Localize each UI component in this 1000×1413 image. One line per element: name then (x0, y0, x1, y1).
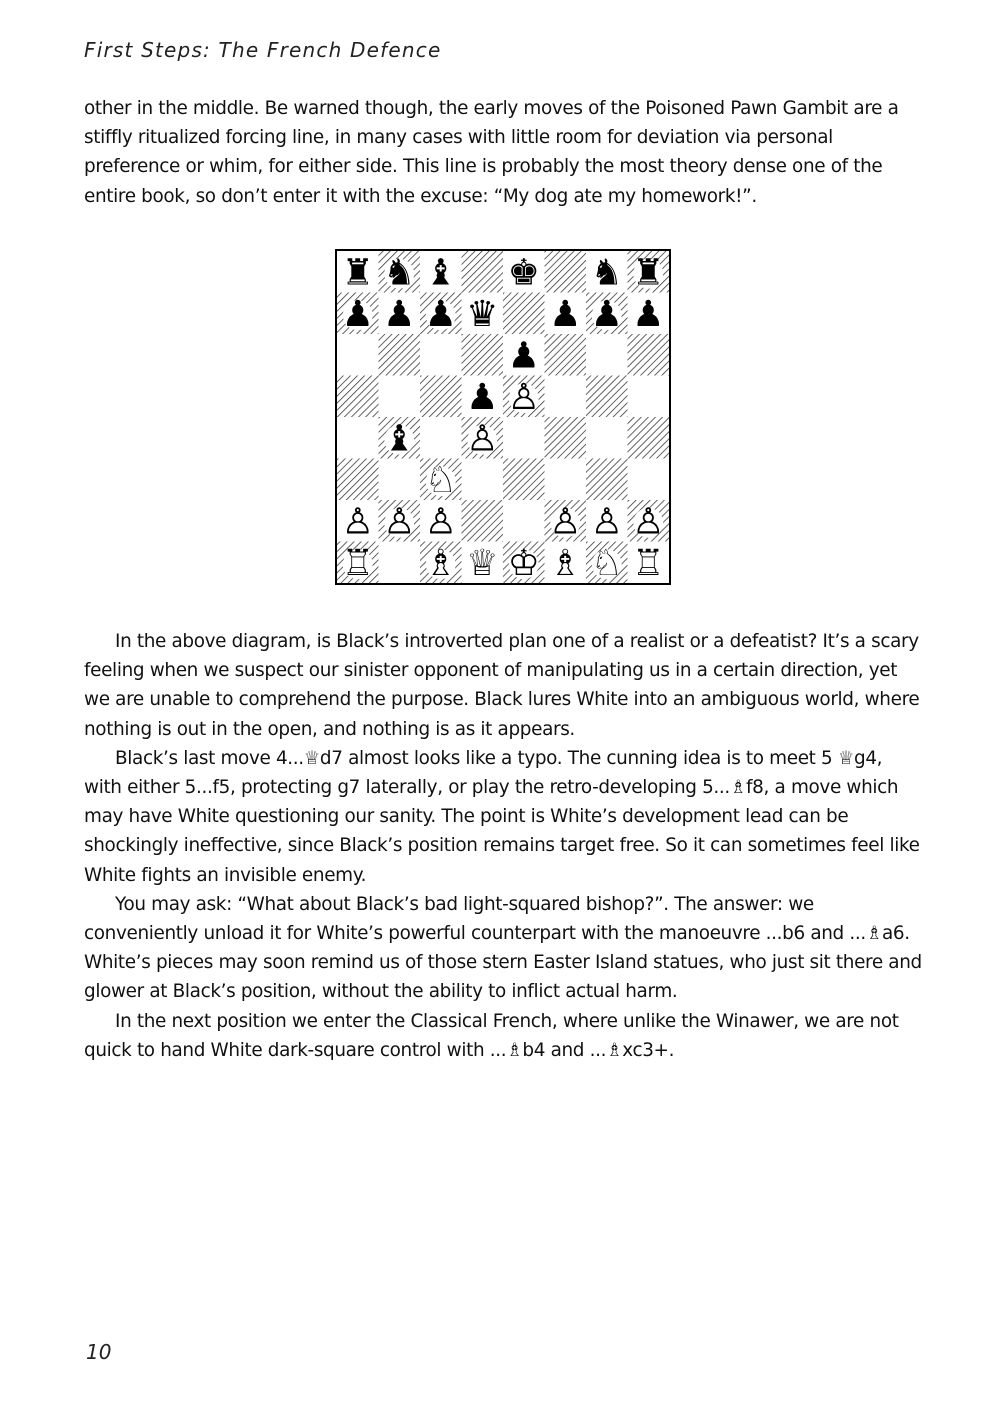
piece-bp-g7: ♟ (590, 293, 623, 335)
running-title: First Steps: The French Defence (84, 38, 442, 62)
paragraph: In the next position we enter the Classical French, where unlike the Winawer, we are not quick to hand White dark-square control with ...♗b4 and ...♗xc3+. (84, 1010, 899, 1061)
piece-bk-e8: ♚ (507, 252, 540, 294)
piece-wp-a2: ♙ (341, 501, 374, 543)
paragraph: other in the middle. Be warned though, the early moves of the Poisoned Pawn Gambit are a stiffly ritualized forcing line, in many cases with little room for deviation via personal preference or whim, for either side. This line is probably the most theory dense one of the entire book, so don’t enter it with the excuse: “My dog ate my homework!”. (84, 98, 899, 207)
piece-bp-a7: ♟ (341, 293, 374, 335)
square-b5 (379, 376, 421, 418)
piece-bp-d5: ♟ (466, 376, 499, 418)
piece-bp-b7: ♟ (383, 293, 416, 335)
piece-wp-b2: ♙ (383, 501, 416, 543)
piece-bn-b8: ♞ (383, 252, 416, 294)
piece-wn-g1: ♘ (590, 542, 623, 584)
square-d8 (462, 251, 504, 293)
piece-wp-g2: ♙ (590, 501, 623, 543)
page-number: 10 (86, 1340, 112, 1364)
paragraph: In the above diagram, is Black’s introverted plan one of a realist or a defeatist? It’s a scary feeling when we suspect our sinister opponent of manipulating us in a certain direction, yet we are unable to comprehend the purpose. Black lures White into an ambiguous world, where nothing is out in the open, and nothing is as it appears. (84, 631, 920, 740)
square-h5 (628, 376, 670, 418)
square-f6 (545, 334, 587, 376)
piece-wp-h2: ♙ (632, 501, 665, 543)
square-f5 (545, 376, 587, 418)
square-e2 (503, 500, 545, 542)
piece-wk-e1: ♔ (507, 542, 540, 584)
body-text (84, 627, 924, 1065)
paragraph: You may ask: “What about Black’s bad light-squared bishop?”. The answer: we conveniently unload it for White’s powerful counterpart with the manoeuvre ...b6 and ...♗a6. White’s pieces may soon remind us of those stern Easter Island statues, who just sit there and glower at Black’s position, without the ability to inflict actual harm. (84, 893, 922, 1003)
piece-bb-c8: ♝ (424, 252, 457, 294)
paragraph: Black’s last move 4...♕d7 almost looks like a typo. The cunning idea is to meet 5 ♕g4, with either 5...f5, protecting g7 laterally, or play the retro-developing 5...♗f8, a move which may have White questioning our sanity. The point is White’s development lead can be shockingly ineffective, since Black’s position remains target free. So it can sometimes feel like White fights an invisible enemy. (84, 747, 920, 886)
square-c4 (420, 417, 462, 459)
piece-bn-g8: ♞ (590, 252, 623, 294)
square-a5 (337, 376, 379, 418)
square-f8 (545, 251, 587, 293)
square-g3 (586, 459, 628, 501)
square-h6 (628, 334, 670, 376)
square-c6 (420, 334, 462, 376)
intro-text (84, 94, 924, 211)
piece-wp-e5: ♙ (507, 376, 540, 418)
piece-bp-e6: ♟ (507, 335, 540, 377)
piece-br-h8: ♜ (632, 252, 665, 294)
piece-wb-c1: ♗ (424, 542, 457, 584)
square-h4 (628, 417, 670, 459)
square-f4 (545, 417, 587, 459)
square-d2 (462, 500, 504, 542)
square-g4 (586, 417, 628, 459)
piece-wp-d4: ♙ (466, 418, 499, 460)
chess-diagram (335, 249, 671, 585)
piece-wp-c2: ♙ (424, 501, 457, 543)
square-d6 (462, 334, 504, 376)
square-h3 (628, 459, 670, 501)
square-e4 (503, 417, 545, 459)
square-f3 (545, 459, 587, 501)
square-b6 (379, 334, 421, 376)
square-g6 (586, 334, 628, 376)
chess-board (335, 249, 671, 585)
square-a4 (337, 417, 379, 459)
square-b1 (379, 542, 421, 584)
square-b3 (379, 459, 421, 501)
square-g5 (586, 376, 628, 418)
piece-wq-d1: ♕ (466, 542, 499, 584)
piece-bp-h7: ♟ (632, 293, 665, 335)
piece-wb-f1: ♗ (549, 542, 582, 584)
piece-bq-d7: ♛ (466, 293, 499, 335)
piece-bp-f7: ♟ (549, 293, 582, 335)
piece-wr-a1: ♖ (341, 542, 374, 584)
square-e3 (503, 459, 545, 501)
square-a6 (337, 334, 379, 376)
square-d3 (462, 459, 504, 501)
piece-wn-c3: ♘ (424, 459, 457, 501)
piece-br-a8: ♜ (341, 252, 374, 294)
square-a3 (337, 459, 379, 501)
piece-bb-b4: ♝ (383, 418, 416, 460)
piece-wp-f2: ♙ (549, 501, 582, 543)
piece-wr-h1: ♖ (632, 542, 665, 584)
square-e7 (503, 293, 545, 335)
square-c5 (420, 376, 462, 418)
piece-bp-c7: ♟ (424, 293, 457, 335)
